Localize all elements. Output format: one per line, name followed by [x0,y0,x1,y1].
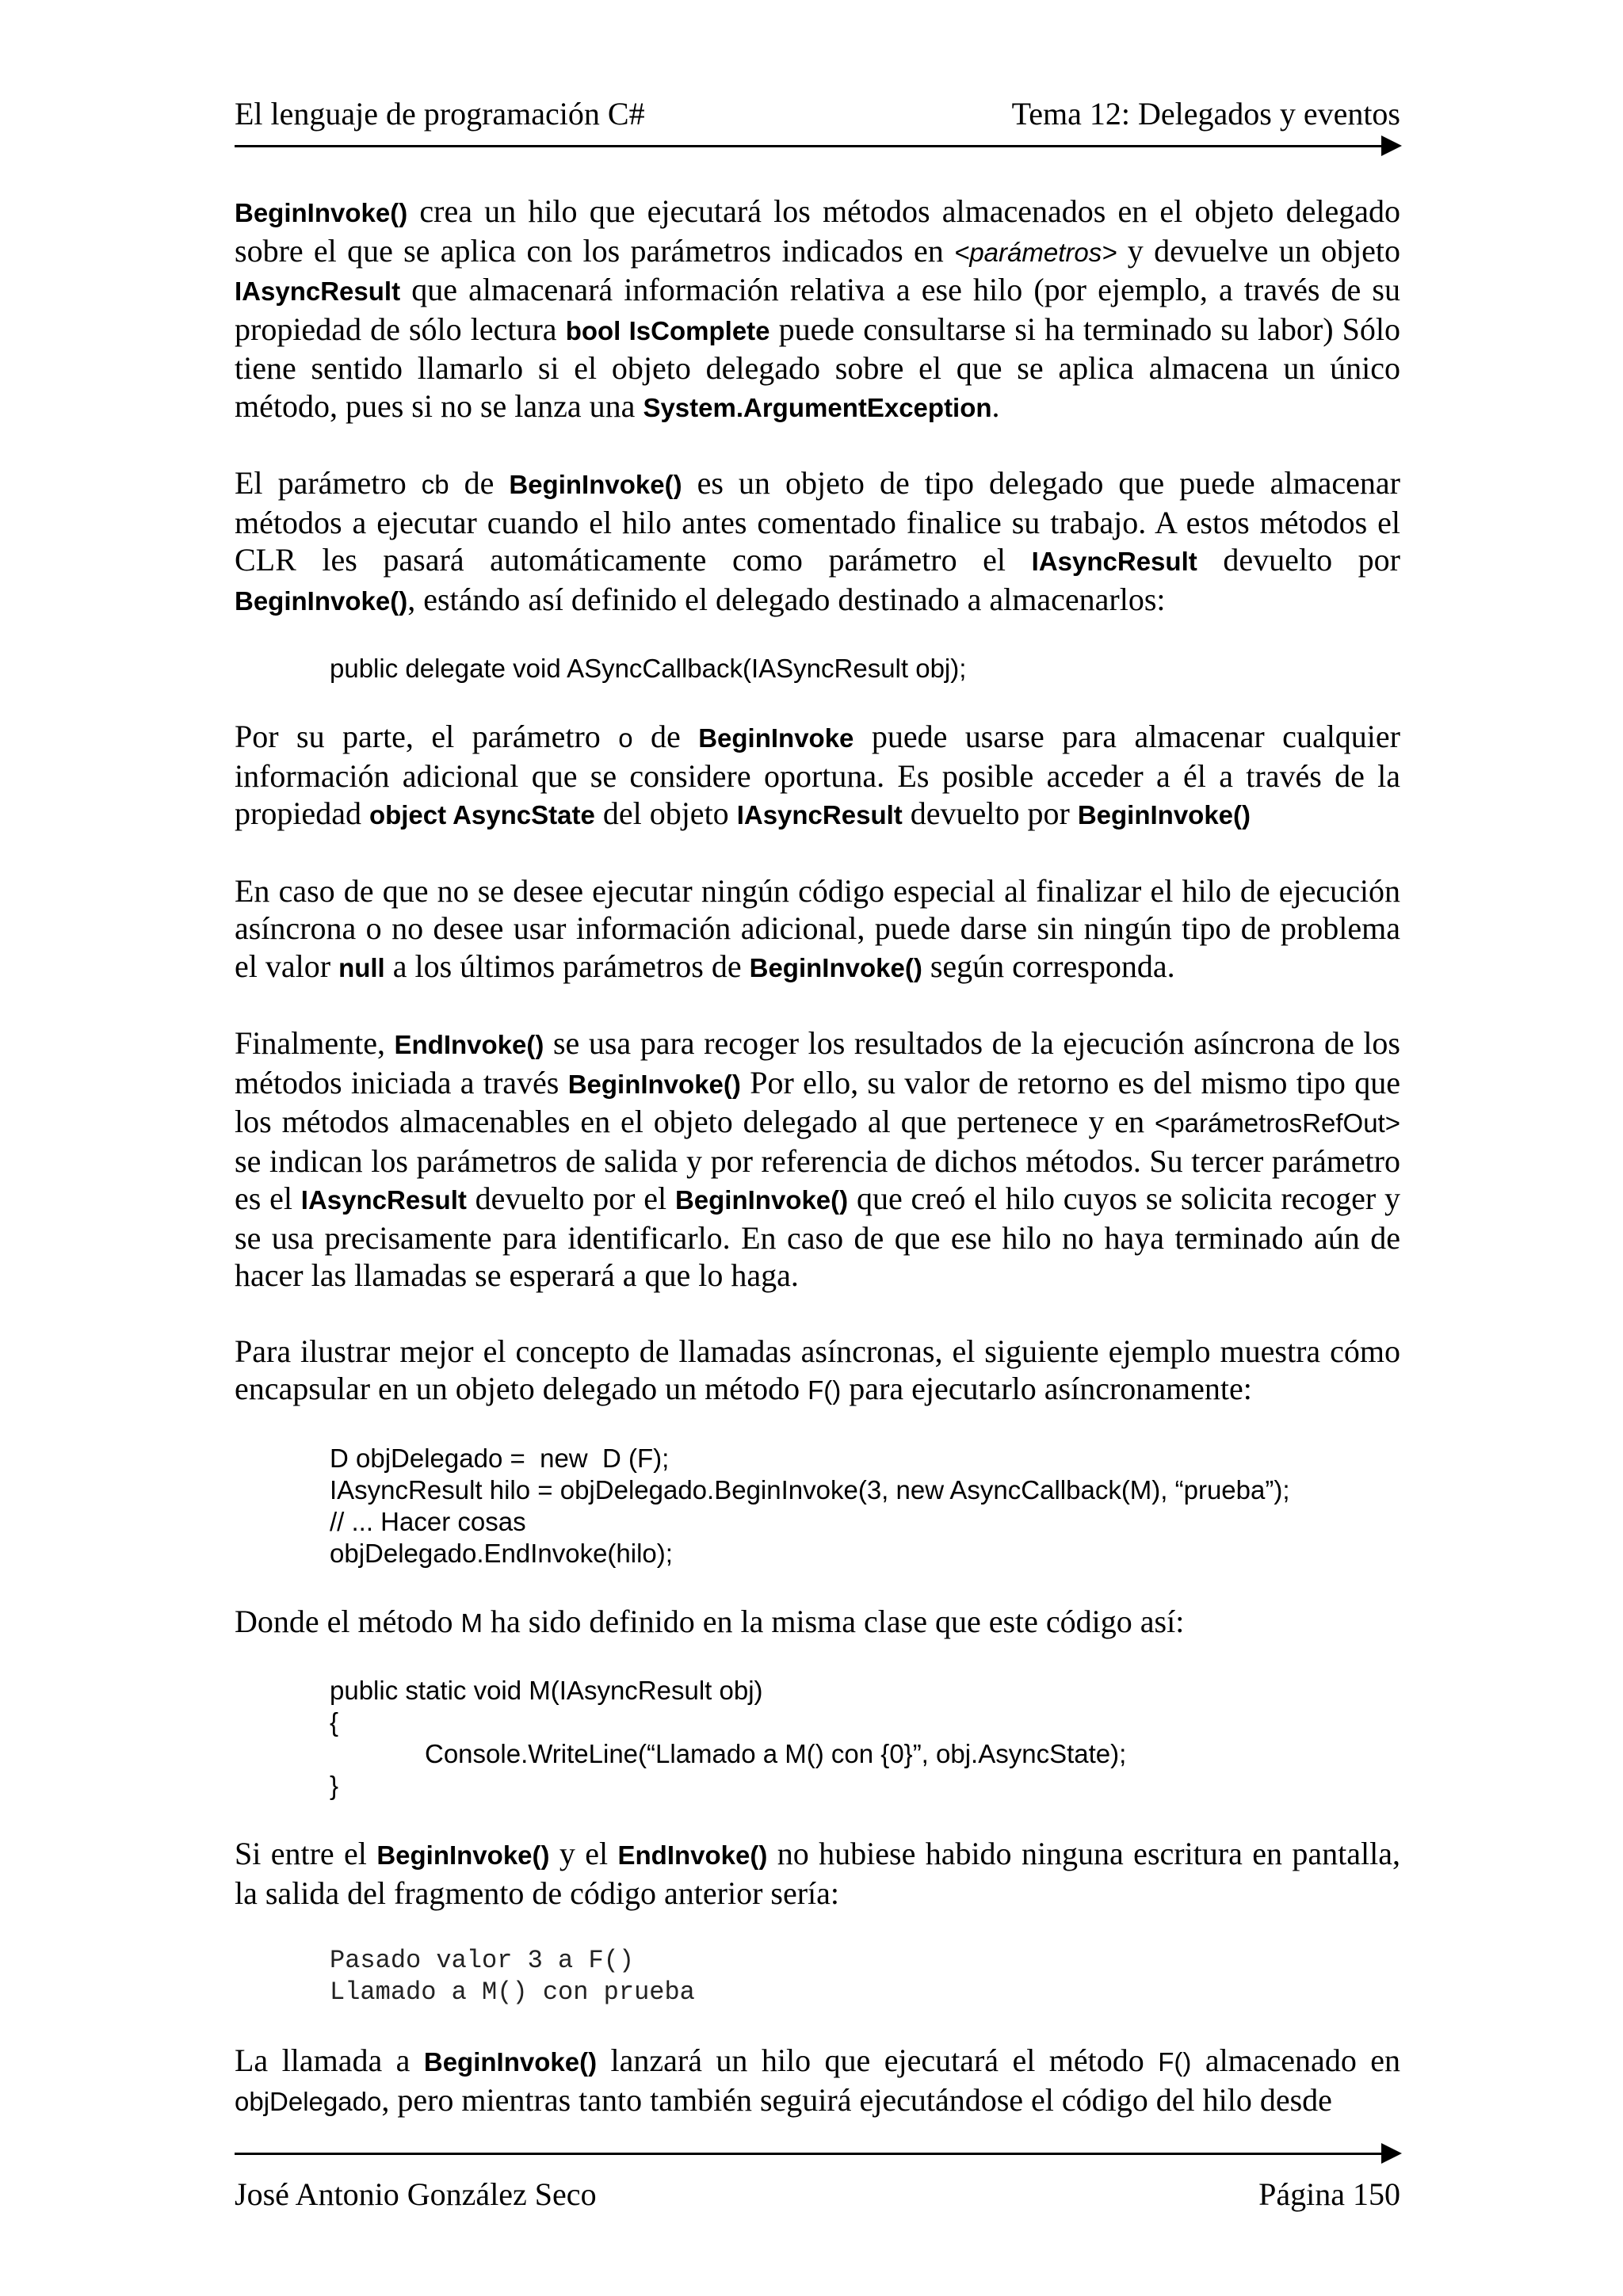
console-output-block [235,1945,1400,2008]
text-run: Donde el método [235,1603,461,1639]
text-run: . [991,387,1000,424]
text-run: y devuelve un objeto [1117,232,1400,269]
text-run: devuelto por el [466,1180,675,1216]
code-line: } [330,1771,339,1800]
code-term: IAsyncResult [736,800,903,830]
paragraph-begininvoke [235,193,1400,426]
text-run: no hubiese habido ninguna escritura en pantalla, la salida del fragmento de código anterior sería: [235,1836,1400,1911]
code-term: IAsyncResult [1031,547,1197,576]
text-run: según corresponda. [922,948,1175,984]
header-arrow-icon [1381,135,1402,156]
code-line: Console.WriteLine(“Llamado a M() con {0}”, obj.AsyncState); [425,1739,1127,1768]
header-rule [235,145,1385,147]
code-term: objDelegado [235,2086,382,2116]
code-term: M [460,1608,483,1638]
code-term: BeginInvoke() [674,1185,849,1215]
code-term: IAsyncResult [235,277,401,306]
text-run: Por su parte, el parámetro [235,719,619,754]
paragraph-o-parameter [235,718,1400,834]
text-run: , estándo así definido el delegado destinado a almacenarlos: [407,581,1166,617]
footer-page-number: Página 150 [1258,2176,1400,2212]
text-run: La llamada a [235,2042,424,2078]
code-term: BeginInvoke() [423,2047,598,2077]
text-run: que creó el hilo cuyos se solicita recoger y se usa precisamente para identificarlo. En caso de que ese hilo no haya terminado aún de hacer las llamadas se esperará a que lo haga. [235,1180,1401,1293]
code-term: object AsyncState [369,800,595,830]
text-run: de [449,465,510,501]
text-run: Por ello, su valor de retorno es del mismo tipo que los métodos almacenables en el objeto delegado al que pertenece y en [235,1064,1400,1139]
footer-author: José Antonio González Seco [235,2176,597,2212]
page-content [235,193,1400,2120]
code-term: BeginInvoke() [376,1840,550,1870]
text-run: , pero mientras tanto también seguirá ejecutándose el código del hilo desde [381,2081,1332,2118]
code-term: BeginInvoke [698,723,854,753]
text-run: Finalmente, [235,1025,395,1061]
code-term: F() [1158,2047,1192,2077]
text-run: y el [549,1836,618,1871]
code-term: o [618,723,633,753]
paragraph-method-m [235,1603,1400,1642]
code-term: cb [421,470,449,499]
code-term: BeginInvoke() [1077,800,1251,830]
code-block-example [235,1443,1400,1569]
text-run: puede consultarse si ha terminado su labor) Sólo tiene sentido llamarlo si el objeto delegado sobre el que se aplica almacena un único método, pues si no se lanza una [235,311,1401,424]
code-term: <parámetrosRefOut> [1155,1108,1400,1138]
code-term: <parámetros> [954,237,1117,267]
text-run: ha sido definido en la misma clase que este código así: [483,1603,1185,1639]
footer-arrow-icon [1381,2143,1402,2164]
text-run: El parámetro [235,465,422,501]
text-run: se indican los parámetros de salida y por referencia de dichos métodos. Su tercer parámetro es el [235,1142,1400,1216]
code-term: BeginInvoke() [749,952,922,982]
code-term: bool IsComplete [565,315,770,345]
paragraph-begininvoke-call [235,2042,1400,2120]
paragraph-cb-parameter [235,464,1400,620]
code-term: IAsyncResult [300,1185,467,1215]
code-term: BeginInvoke() [235,585,408,616]
code-term: BeginInvoke() [567,1069,741,1099]
output-line: Llamado a M() con prueba [330,1978,695,2007]
code-term: F() [808,1375,842,1405]
text-run: En caso de que no se desee ejecutar ningún código especial al finalizar el hilo de ejecución asíncrona o no desee usar información adicional, puede darse sin ningún tipo de problema el valor [235,872,1400,984]
code-term: System.ArgumentException [643,392,992,422]
text-run: devuelto por [902,795,1078,831]
code-block-delegate: public delegate void ASyncCallback(IASyncResult obj); [330,654,967,683]
code-line: D objDelegado = new D (F); [330,1443,670,1473]
paragraph-endinvoke [235,1024,1400,1295]
text-run: que almacenará información relativa a ese hilo (por ejemplo, a través de su propiedad de sólo lectura [235,272,1400,347]
text-run: Si entre el [235,1836,377,1871]
code-line: { [330,1707,339,1737]
header-chapter-title: Tema 12: Delegados y eventos [1011,96,1400,132]
code-line: objDelegado.EndInvoke(hilo); [330,1538,673,1568]
text-run: devuelto por [1197,542,1400,578]
code-term: BeginInvoke() [509,470,682,499]
output-line: Pasado valor 3 a F() [330,1946,635,1975]
paragraph-null-values [235,872,1400,987]
text-run: almacenado en [1191,2042,1401,2078]
paragraph-output-intro [235,1835,1400,1912]
code-line: public static void M(IAsyncResult obj) [330,1676,763,1705]
text-run: del objeto [594,795,737,831]
code-line: IAsyncResult hilo = objDelegado.BeginInvoke(3, new AsyncCallback(M), “prueba”); [330,1474,1290,1505]
code-term: EndInvoke() [617,1840,768,1870]
code-line: // ... Hacer cosas [330,1506,526,1536]
header-book-title: El lenguaje de programación C# [235,96,645,132]
page-header [235,95,1400,143]
text-run: a los últimos parámetros de [384,948,750,984]
text-run: Para ilustrar mejor el concepto de llamadas asíncronas, el siguiente ejemplo muestra cómo encapsular en un objeto delegado un método [235,1333,1400,1406]
code-term: EndInvoke() [394,1030,544,1059]
text-run: puede usarse para almacenar cualquier información adicional que se considere oportuna. Es posible acceder a él a través de la propiedad [235,719,1400,831]
text-run: de [632,719,699,754]
code-term: null [338,952,385,982]
text-run: lanzará un hilo que ejecutará el método [597,2042,1159,2078]
text-run: es un objeto de tipo delegado que puede almacenar métodos a ejecutar cuando el hilo antes comentado finalice su trabajo. A estos métodos el CLR les pasará automáticamente como parámetro el [235,465,1400,578]
code-block-method-m [235,1675,1400,1802]
text-run: se usa para recoger los resultados de la ejecución asíncrona de los métodos iniciada a través [235,1025,1400,1100]
text-run: crea un hilo que ejecutará los métodos almacenados en el objeto delegado sobre el que se aplica con los parámetros indicados en [235,193,1400,269]
code-term: BeginInvoke() [235,198,408,227]
text-run: para ejecutarlo asíncronamente: [841,1371,1252,1406]
footer-rule [235,2153,1385,2155]
paragraph-example-intro [235,1333,1400,1409]
